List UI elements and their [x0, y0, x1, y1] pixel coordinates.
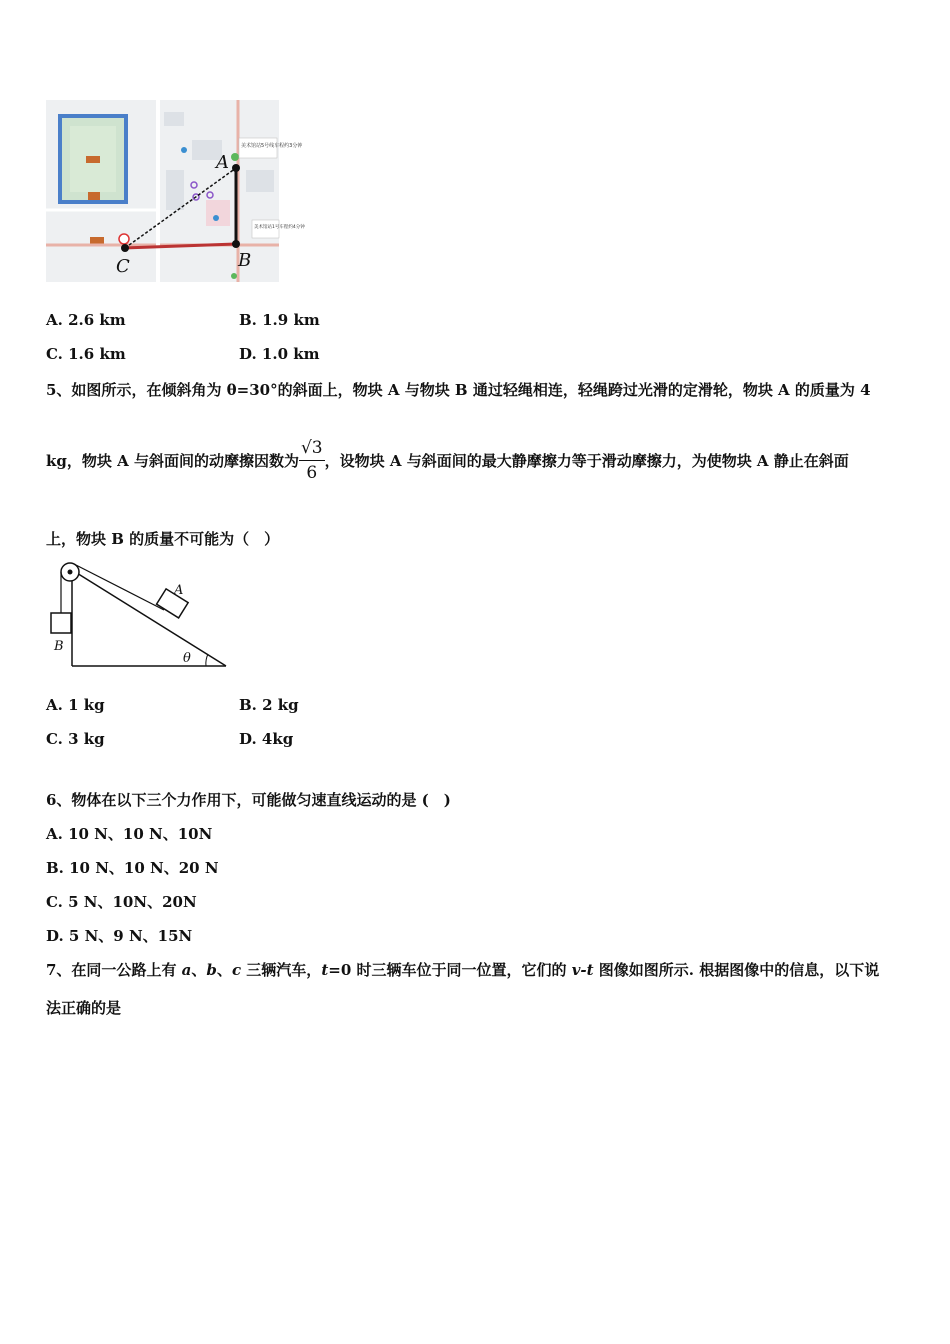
- q5-option-d: D. 4kg: [239, 730, 294, 748]
- q5-stem-line2: [46, 438, 849, 483]
- map-label-a: A: [216, 152, 229, 173]
- q5-line2-post: ，设物块 A 与斜面间的最大静摩擦力等于滑动摩擦力，为使物块 A 静止在斜面: [324, 452, 849, 470]
- q7-vt-label: v-t: [571, 961, 594, 979]
- q7-time-var: t: [321, 961, 329, 979]
- q4-option-a: A. 2.6 km: [46, 311, 126, 329]
- q5-stem-line3: 上，物块 B 的质量不可能为（ ）: [46, 530, 280, 548]
- block-b: [51, 613, 71, 633]
- q7-car-c: c: [231, 961, 242, 979]
- q7-text-3: =0 时三辆车位于同一位置，它们的: [328, 961, 572, 979]
- q7-text-2: 三辆汽车，: [241, 961, 322, 979]
- q7-text-4: 图像如图所示. 根据图像中的信息，以下说: [593, 961, 880, 979]
- q5-stem-line1: 5、如图所示，在倾斜角为 θ=30°的斜面上，物块 A 与物块 B 通过轻绳相连，轻绳跨过光滑的定滑轮，物块 A 的质量为 4: [46, 381, 871, 399]
- q5-option-a: A. 1 kg: [46, 696, 105, 714]
- map-figure: [46, 100, 305, 282]
- q5-option-b: B. 2 kg: [239, 696, 299, 714]
- q7-sep-2: 、: [216, 961, 232, 979]
- q6-option-b: B. 10 N、10 N、20 N: [46, 859, 219, 877]
- fraction-denominator: 6: [306, 463, 318, 483]
- q5-line2-pre: kg，物块 A 与斜面间的动摩擦因数为: [46, 452, 299, 470]
- map-svg: [46, 100, 305, 282]
- block-a: [157, 589, 189, 618]
- q4-option-d: D. 1.0 km: [239, 345, 320, 363]
- q7-sep-1: 、: [191, 961, 207, 979]
- q6-option-d: D. 5 N、9 N、15N: [46, 927, 193, 945]
- q7-stem-line1: [46, 959, 879, 980]
- label-theta: θ: [183, 651, 191, 666]
- q6-stem: 6、物体在以下三个力作用下，可能做匀速直线运动的是 ( ): [46, 791, 451, 809]
- q4-option-b: B. 1.9 km: [239, 311, 320, 329]
- station-label-a: 美术馆站5号线车程约3分钟: [241, 143, 303, 149]
- station-label-b: 美术馆站1号车程约4分钟: [254, 225, 305, 230]
- fraction-numerator: √3: [299, 438, 325, 461]
- incline-figure: [46, 558, 231, 670]
- q6-option-a: A. 10 N、10 N、10N: [46, 825, 213, 843]
- incline-svg: [46, 558, 231, 670]
- label-a: A: [174, 583, 184, 598]
- q5-option-c: C. 3 kg: [46, 730, 105, 748]
- q7-car-a: a: [181, 961, 192, 979]
- q4-option-c: C. 1.6 km: [46, 345, 126, 363]
- q7-stem-line2: 法正确的是: [46, 999, 122, 1017]
- map-label-c: C: [116, 256, 130, 277]
- q6-option-c: C. 5 N、10N、20N: [46, 893, 197, 911]
- friction-fraction: [299, 438, 325, 483]
- map-label-b: B: [238, 250, 252, 271]
- q7-text-1: 7、在同一公路上有: [46, 961, 182, 979]
- label-b: B: [54, 639, 64, 654]
- q7-car-b: b: [206, 961, 217, 979]
